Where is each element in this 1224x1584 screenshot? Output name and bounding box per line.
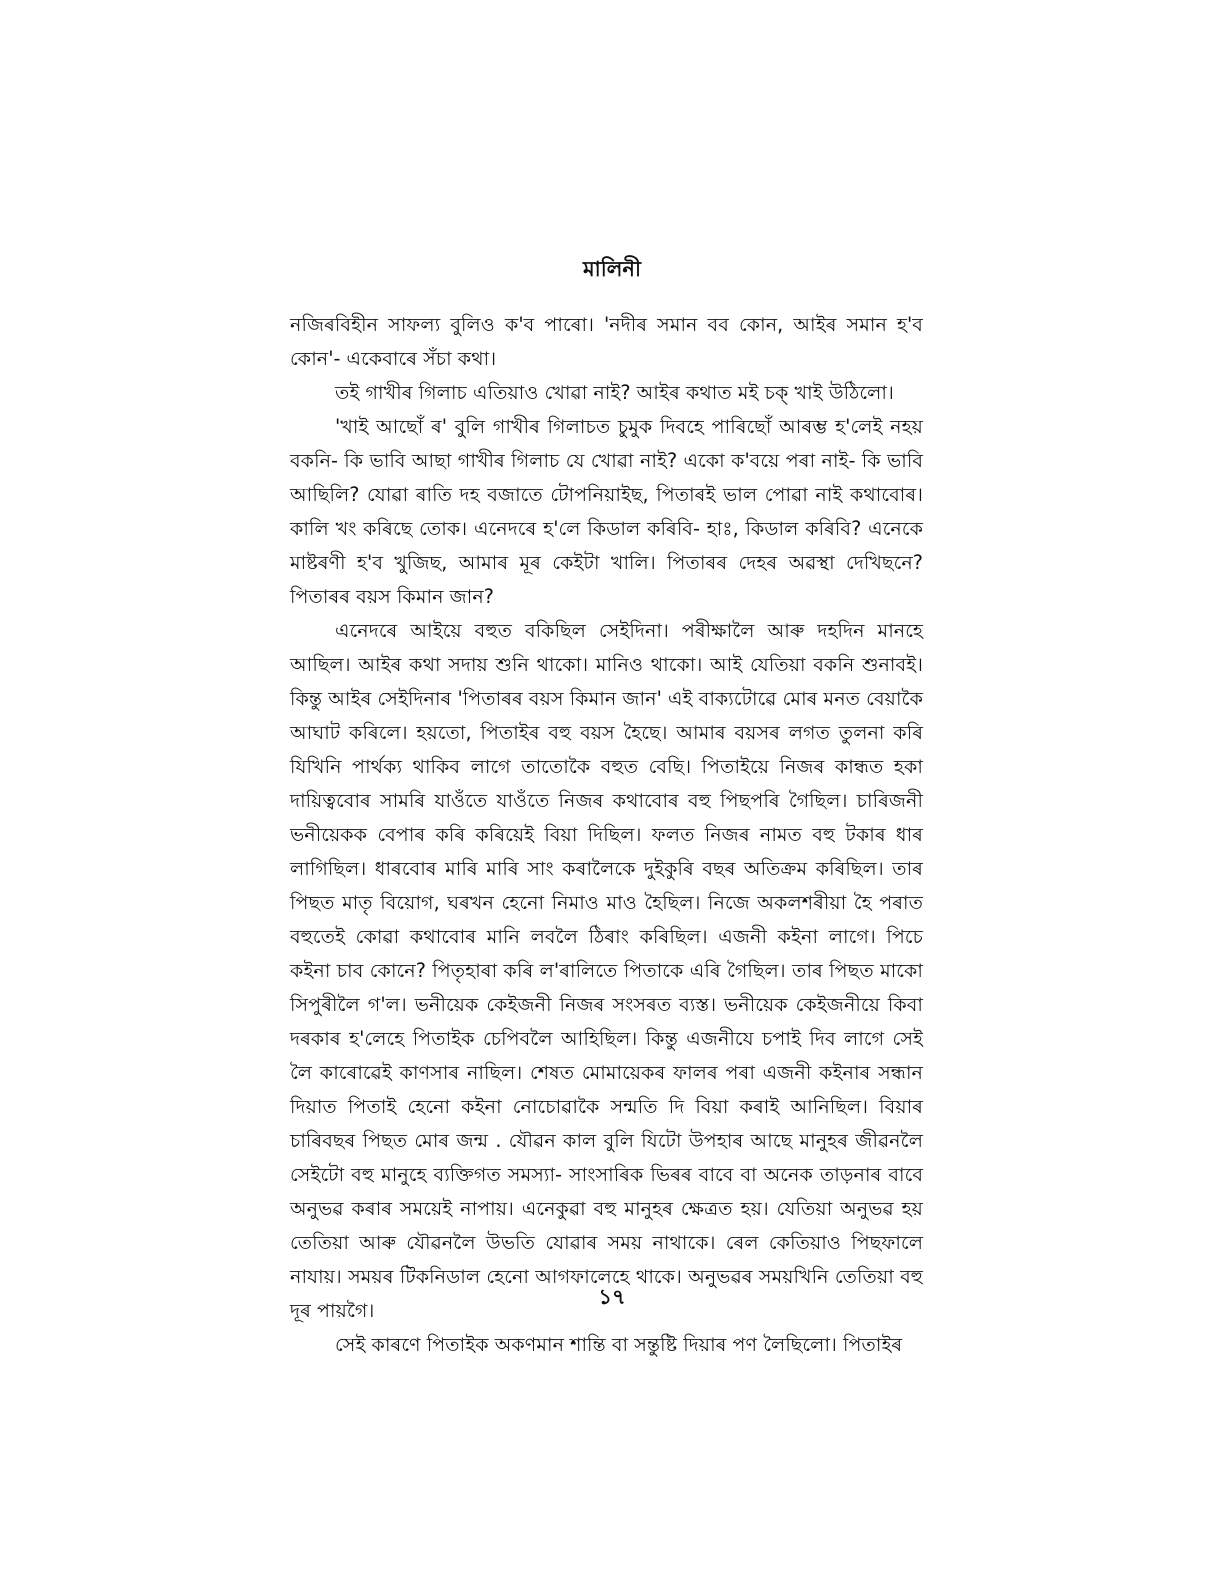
body-text: [290, 308, 923, 1362]
paragraph-2: তই গাখীৰ গিলাচ এতিয়াও খোৱা নাই? আইৰ কথাত মই চক্ খাই উঠিলো।: [335, 381, 894, 404]
page-title: মালিনী: [583, 257, 641, 281]
paragraph-1: নজিৰবিহীন সাফল্য বুলিও ক'ব পাৰো। 'নদীৰ সমান বব কোন, আইৰ সমান হ'ব কোন'- একেবাৰে সঁচা কথা।: [290, 313, 923, 370]
paragraph-5: সেই কাৰণে পিতাইক অকণমান শান্তি বা সন্তুষ্টি দিয়াৰ পণ লৈছিলো। পিতাইৰ: [335, 1333, 903, 1356]
paragraph-4: এনেদৰে আইয়ে বহুত বকিছিল সেইদিনা। পৰীক্ষালৈ আৰু দহদিন মানহে আছিল। আইৰ কথা সদায় শুনি থাকো। মানিও থাকো। আই যেতিয়া বকনি শুনাবই। কিন্তু আইৰ সেইদিনাৰ 'পিতাৰৰ বয়স কিমান জান' এই বাক্যটোৱে মোৰ মনত বেয়াকৈ আঘাট কৰিলে। হয়তো, পিতাইৰ বহু বয়স হৈছে। আমাৰ বয়সৰ লগত তুলনা কৰি যিখিনি পাৰ্থক্য থাকিব লাগে তাতোকৈ বহুত বেছি। পিতাইয়ে নিজৰ কান্ধত হকা দায়িত্ববোৰ সামৰি যাওঁতে যাওঁতে নিজৰ কথাবোৰ বহু পিছপৰি গৈছিল। চাৰিজনী ভনীয়েকক বেপাৰ কৰি কৰিয়েই বিয়া দিছিল। ফলত নিজৰ নামত বহু টকাৰ ধাৰ লাগিছিল। ধাৰবোৰ মাৰি মাৰি সাং কৰালৈকে দুইকুৰি বছৰ অতিক্ৰম কৰিছিল। তাৰ পিছত মাতৃ বিয়োগ, ঘৰখন হেনো নিমাও মাও হৈছিল। নিজে অকলশৰীয়া হৈ পৰাত বহুতেই কোৱা কথাবোৰ মানি লবলৈ ঠিৰাং কৰিছিল। এজনী কইনা লাগে। পিচে কইনা চাব কোনে? পিতৃহাৰা কৰি ল'ৰালিতে পিতাকে এৰি গৈছিল। তাৰ পিছত মাকো সিপুৰীলৈ গ'ল। ভনীয়েক কেইজনী নিজৰ সংসৰত ব্যস্ত। ভনীয়েক কেইজনীয়ে কিবা দৰকাৰ হ'লেহে পিতাইক চেপিবলৈ আহিছিল। কিন্তু এজনীযে চপাই দিব লাগে সেই লৈ কাৰোৱেই কাণসাৰ নাছিল। শেষত মোমায়েকৰ ফালৰ পৰা এজনী কইনাৰ সন্ধান দিয়াত পিতাই হেনো কইনা নোচোৱাকৈ সন্মতি দি বিয়া কৰাই আনিছিল। বিয়াৰ চাৰিবছৰ পিছত মোৰ জন্ম . যৌৱন কাল বুলি যিটো উপহাৰ আছে মানুহৰ জীৱনলৈ সেইটো বহু মানুহে ব্যক্তিগত সমস্যা- সাংসাৰিক ভিৰৰ বাবে বা অনেক তাড়নাৰ বাবে অনুভৱ কৰাৰ সময়েই নাপায়। এনেকুৱা বহু মানুহৰ ক্ষেত্ৰত হয়। যেতিয়া অনুভৱ হয় তেতিয়া আৰু যৌৱনলৈ উভতি যোৱাৰ সময় নাথাকে। ৰেল কেতিয়াও পিছফালে নাযায়। সময়ৰ টিকনিডাল হেনো আগফালেহে থাকে। অনুভৱৰ সময়খিনি তেতিয়া বহু দূৰ পায়গৈ।: [290, 619, 923, 1322]
paragraph-3: 'খাই আছোঁ ৰ' বুলি গাখীৰ গিলাচত চুমুক দিবহে পাৰিছোঁ আৰম্ভ হ'লেই নহয় বকনি- কি ভাবি আছা গাখীৰ গিলাচ যে খোৱা নাই? একো ক'বয়ে পৰা নাই- কি ভাবি আছিলি? যোৱা ৰাতি দহ বজাতে টোপনিয়াইছ, পিতাৰই ভাল পোৱা নাই কথাবোৰ। কালি খং কৰিছে তোক। এনেদৰে হ'লে কিডাল কৰিবি- হাঃ, কিডাল কৰিবি? এনেকে মাষ্টৰণী হ'ব খুজিছ, আমাৰ মূৰ কেইটা খালি। পিতাৰৰ দেহৰ অৱস্থা দেখিছনে? পিতাৰৰ বয়স কিমান জান?: [290, 415, 923, 608]
page-number: ১৭: [598, 1285, 626, 1309]
